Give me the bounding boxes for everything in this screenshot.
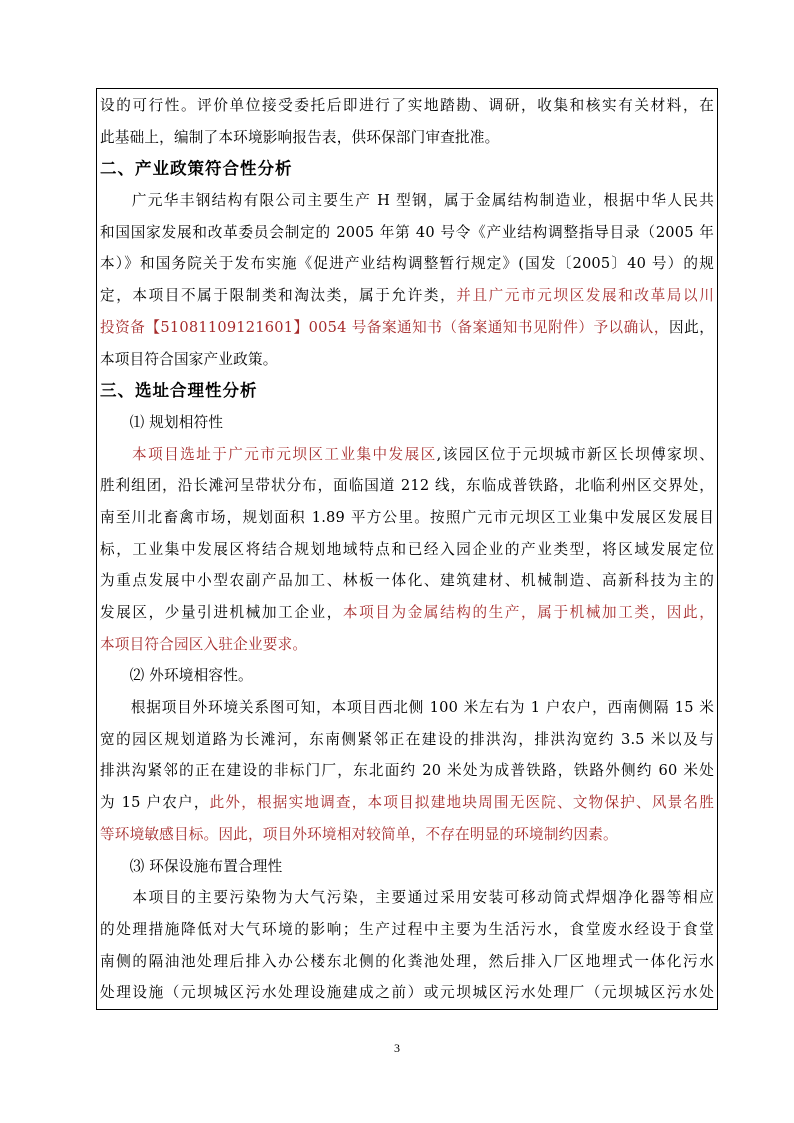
- text-line: [100, 597, 714, 629]
- text-line: 广元华丰钢结构有限公司主要生产 H 型钢，属于金属结构制造业，根据中华人民共: [100, 192, 714, 210]
- highlighted-text: 投资备【51081109121601】0054 号备案通知书（备案通知书见附件）予以确认，: [100, 318, 669, 336]
- text-segment: 因此，: [668, 318, 714, 336]
- text-segment: ,该园区位于元坝城市新区长坝傅家坝、: [436, 445, 714, 463]
- text-line: 南至川北畜禽市场，规划面积 1.89 平方公里。按照广元市元坝区工业集中发展区发展目: [100, 508, 714, 526]
- text-line: 排洪沟紧邻的正在建设的非标门厂，东北面约 20 米处为成普铁路，铁路外侧约 60 米处: [100, 762, 714, 780]
- text-line: [100, 312, 714, 344]
- text-line: 宽的园区规划道路为长滩河，东南侧紧邻正在建设的排洪沟，排洪沟宽约 3.5 米以及与: [100, 730, 714, 748]
- text-segment: 定，本项目不属于限制类和淘汰类，属于允许类，: [100, 287, 457, 305]
- subsection-title: ⑴ 规划相符性: [100, 413, 224, 431]
- highlighted-text: 本项目选址于广元市元坝区工业集中发展区: [100, 445, 437, 463]
- text-line: 和国国家发展和改革委员会制定的 2005 年第 40 号令《产业结构调整指导目录（2005 年: [100, 223, 714, 241]
- text-line: 本项目的主要污染物为大气污染，主要通过采用安装可移动筒式焊烟净化器等相应: [100, 889, 714, 907]
- text-line: 为重点发展中小型农副产品加工、林板一体化、建筑建材、机械制造、高新科技为主的: [100, 572, 714, 590]
- section-heading: 三、选址合理性分析: [100, 381, 258, 401]
- text-line: 根据项目外环境关系图可知，本项目西北侧 100 米左右为 1 户农户，西南侧隔 15 米: [100, 699, 714, 717]
- section-heading: 二、产业政策符合性分析: [100, 159, 293, 179]
- text-line: 的处理措施降低对大气环境的影响；生产过程中主要为生活污水，食堂废水经设于食堂: [100, 920, 714, 938]
- text-line: 此基础上，编制了本环境影响报告表，供环保部门审查批准。: [100, 128, 500, 146]
- subsection-title: ⑵ 外环境相容性。: [100, 667, 253, 685]
- highlighted-text: 并且广元市元坝区发展和改革局以川: [456, 287, 714, 305]
- text-line: 标，工业集中发展区将结合规划地域特点和已经入园企业的产业类型，将区域发展定位: [100, 540, 714, 558]
- page-number: 3: [394, 1041, 400, 1055]
- text-line: 南侧的隔油池处理后排入办公楼东北侧的化粪池处理，然后排入厂区地埋式一体化污水: [100, 952, 714, 970]
- text-line: 本）》和国务院关于发布实施《促进产业结构调整暂行规定》(国发〔2005〕40 号）的规: [100, 255, 714, 273]
- subsection-title: ⑶ 环保设施布置合理性: [100, 857, 283, 875]
- text-line: [100, 787, 714, 819]
- text-line: [100, 280, 714, 312]
- text-line: 处理设施（元坝城区污水处理设施建成之前）或元坝城区污水处理厂（元坝城区污水处: [100, 984, 714, 1002]
- text-line: 本项目符合国家产业政策。: [100, 350, 278, 368]
- text-segment: 发展区，少量引进机械加工企业，: [100, 604, 343, 621]
- highlighted-text: 本项目为金属结构的生产，属于机械加工类，因此，: [342, 604, 714, 621]
- text-line: [100, 439, 714, 471]
- highlighted-line: 本项目符合园区入驻企业要求。: [100, 635, 308, 653]
- document-body: [100, 90, 714, 1009]
- highlighted-text: 此外，根据实地调查，本项目拟建地块周围无医院、文物保护、风景名胜: [209, 794, 714, 812]
- text-line: 胜利组团，沿长滩河呈带状分布，面临国道 212 线，东临成普铁路，北临利州区交界处，: [100, 477, 714, 495]
- text-segment: 为 15 户农户，: [100, 794, 210, 812]
- highlighted-line: 等环境敏感目标。因此，项目外环境相对较简单，不存在明显的环境制约因素。: [100, 825, 618, 843]
- text-line: 设的可行性。评价单位接受委托后即进行了实地踏勘、调研，收集和核实有关材料，在: [100, 97, 714, 114]
